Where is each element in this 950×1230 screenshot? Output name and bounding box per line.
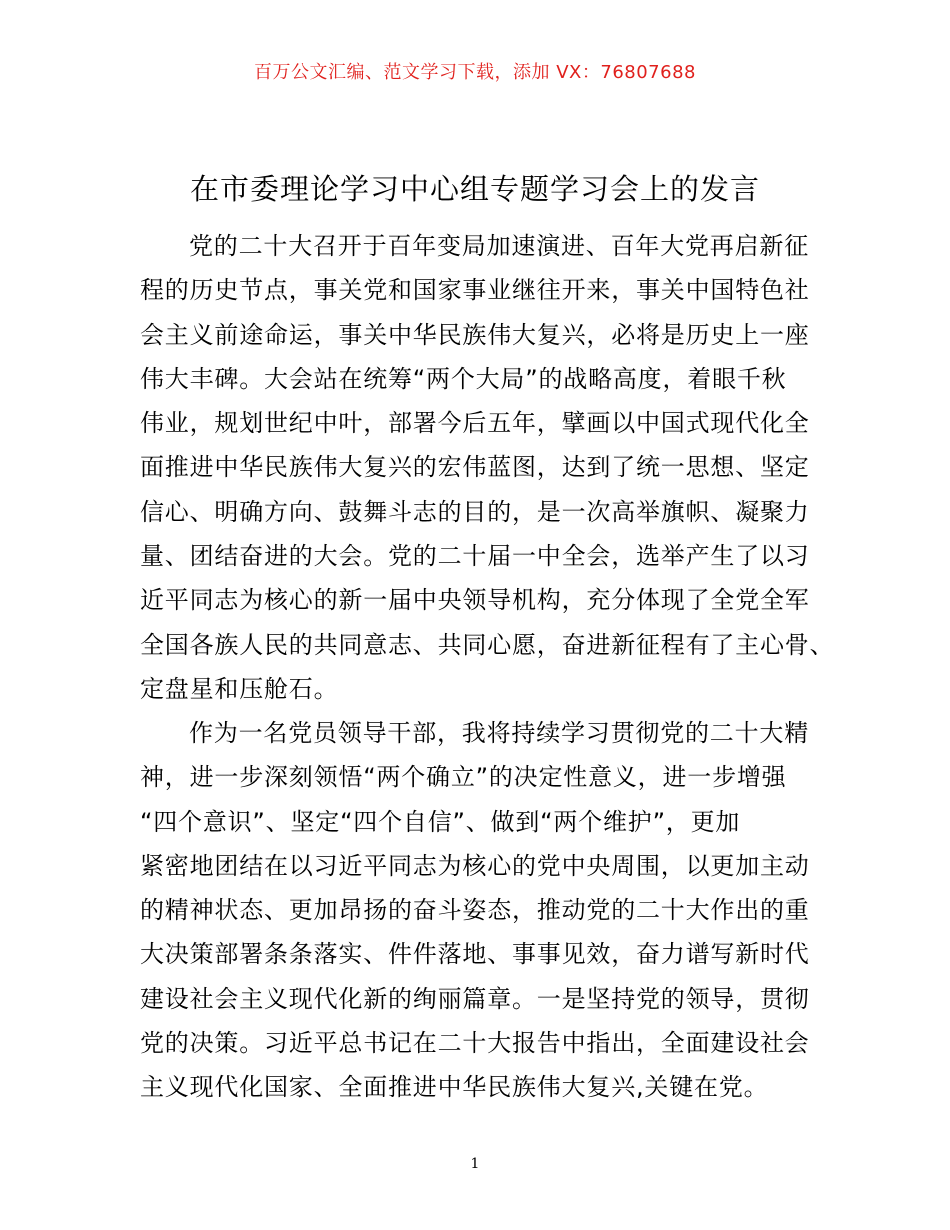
paragraph-line: 紧密地团结在以习近平同志为核心的党中央周围，以更加主动 (140, 851, 810, 880)
paragraph-1 (140, 224, 835, 711)
paragraph-line: 量、团结奋进的大会。党的二十届一中全会，选举产生了以习 (140, 542, 810, 571)
document-title: 在市委理论学习中心组专题学习会上的发言 (189, 172, 760, 206)
paragraph-line: 大决策部署条条落实、件件落地、事事见效，奋力谱写新时代 (140, 940, 810, 969)
paragraph-line: 会主义前途命运，事关中华民族伟大复兴，必将是历史上一座 (140, 320, 810, 349)
paragraph-line: 党的决策。习近平总书记在二十大报告中指出，全面建设社会 (140, 1029, 810, 1058)
paragraph-line: 面推进中华民族伟大复兴的宏伟蓝图，达到了统一思想、坚定 (140, 453, 810, 482)
paragraph-2 (140, 711, 820, 1110)
watermark-header: 百万公文汇编、范文学习下载，添加 VX：76807688 (254, 62, 696, 83)
paragraph-line: 近平同志为核心的新一届中央领导机构，充分体现了全党全军 (140, 586, 810, 615)
paragraph-line: 建设社会主义现代化新的绚丽篇章。一是坚持党的领导，贯彻 (140, 984, 810, 1013)
paragraph-line: 伟大丰碑。大会站在统筹“两个大局”的战略高度，着眼千秋 (140, 364, 787, 393)
page-number: 1 (470, 1156, 480, 1172)
paragraph-line: 程的历史节点，事关党和国家事业继往开来，事关中国特色社 (140, 276, 810, 305)
paragraph-line: 主义现代化国家、全面推进中华民族伟大复兴,关键在党。 (140, 1073, 769, 1102)
paragraph-line: 信心、明确方向、鼓舞斗志的目的，是一次高举旗帜、凝聚力 (140, 497, 810, 526)
paragraph-line: 定盘星和压舱石。 (140, 674, 339, 703)
paragraph-line: “四个意识”、坚定“四个自信”、做到“两个维护”，更加 (140, 807, 741, 836)
paragraph-line: 的精神状态、更加昂扬的奋斗姿态，推动党的二十大作出的重 (140, 896, 810, 925)
paragraph-line: 党的二十大召开于百年变局加速演进、百年大党再启新征 (189, 232, 809, 260)
paragraph-line: 全国各族人民的共同意志、共同心愿，奋进新征程有了主心骨、 (140, 630, 835, 659)
paragraph-line: 作为一名党员领导干部，我将持续学习贯彻党的二十大精 (189, 719, 809, 747)
paragraph-line: 伟业，规划世纪中叶，部署今后五年，擘画以中国式现代化全 (140, 409, 810, 438)
paragraph-line: 神，进一步深刻领悟“两个确立”的决定性意义，进一步增强 (140, 763, 787, 792)
